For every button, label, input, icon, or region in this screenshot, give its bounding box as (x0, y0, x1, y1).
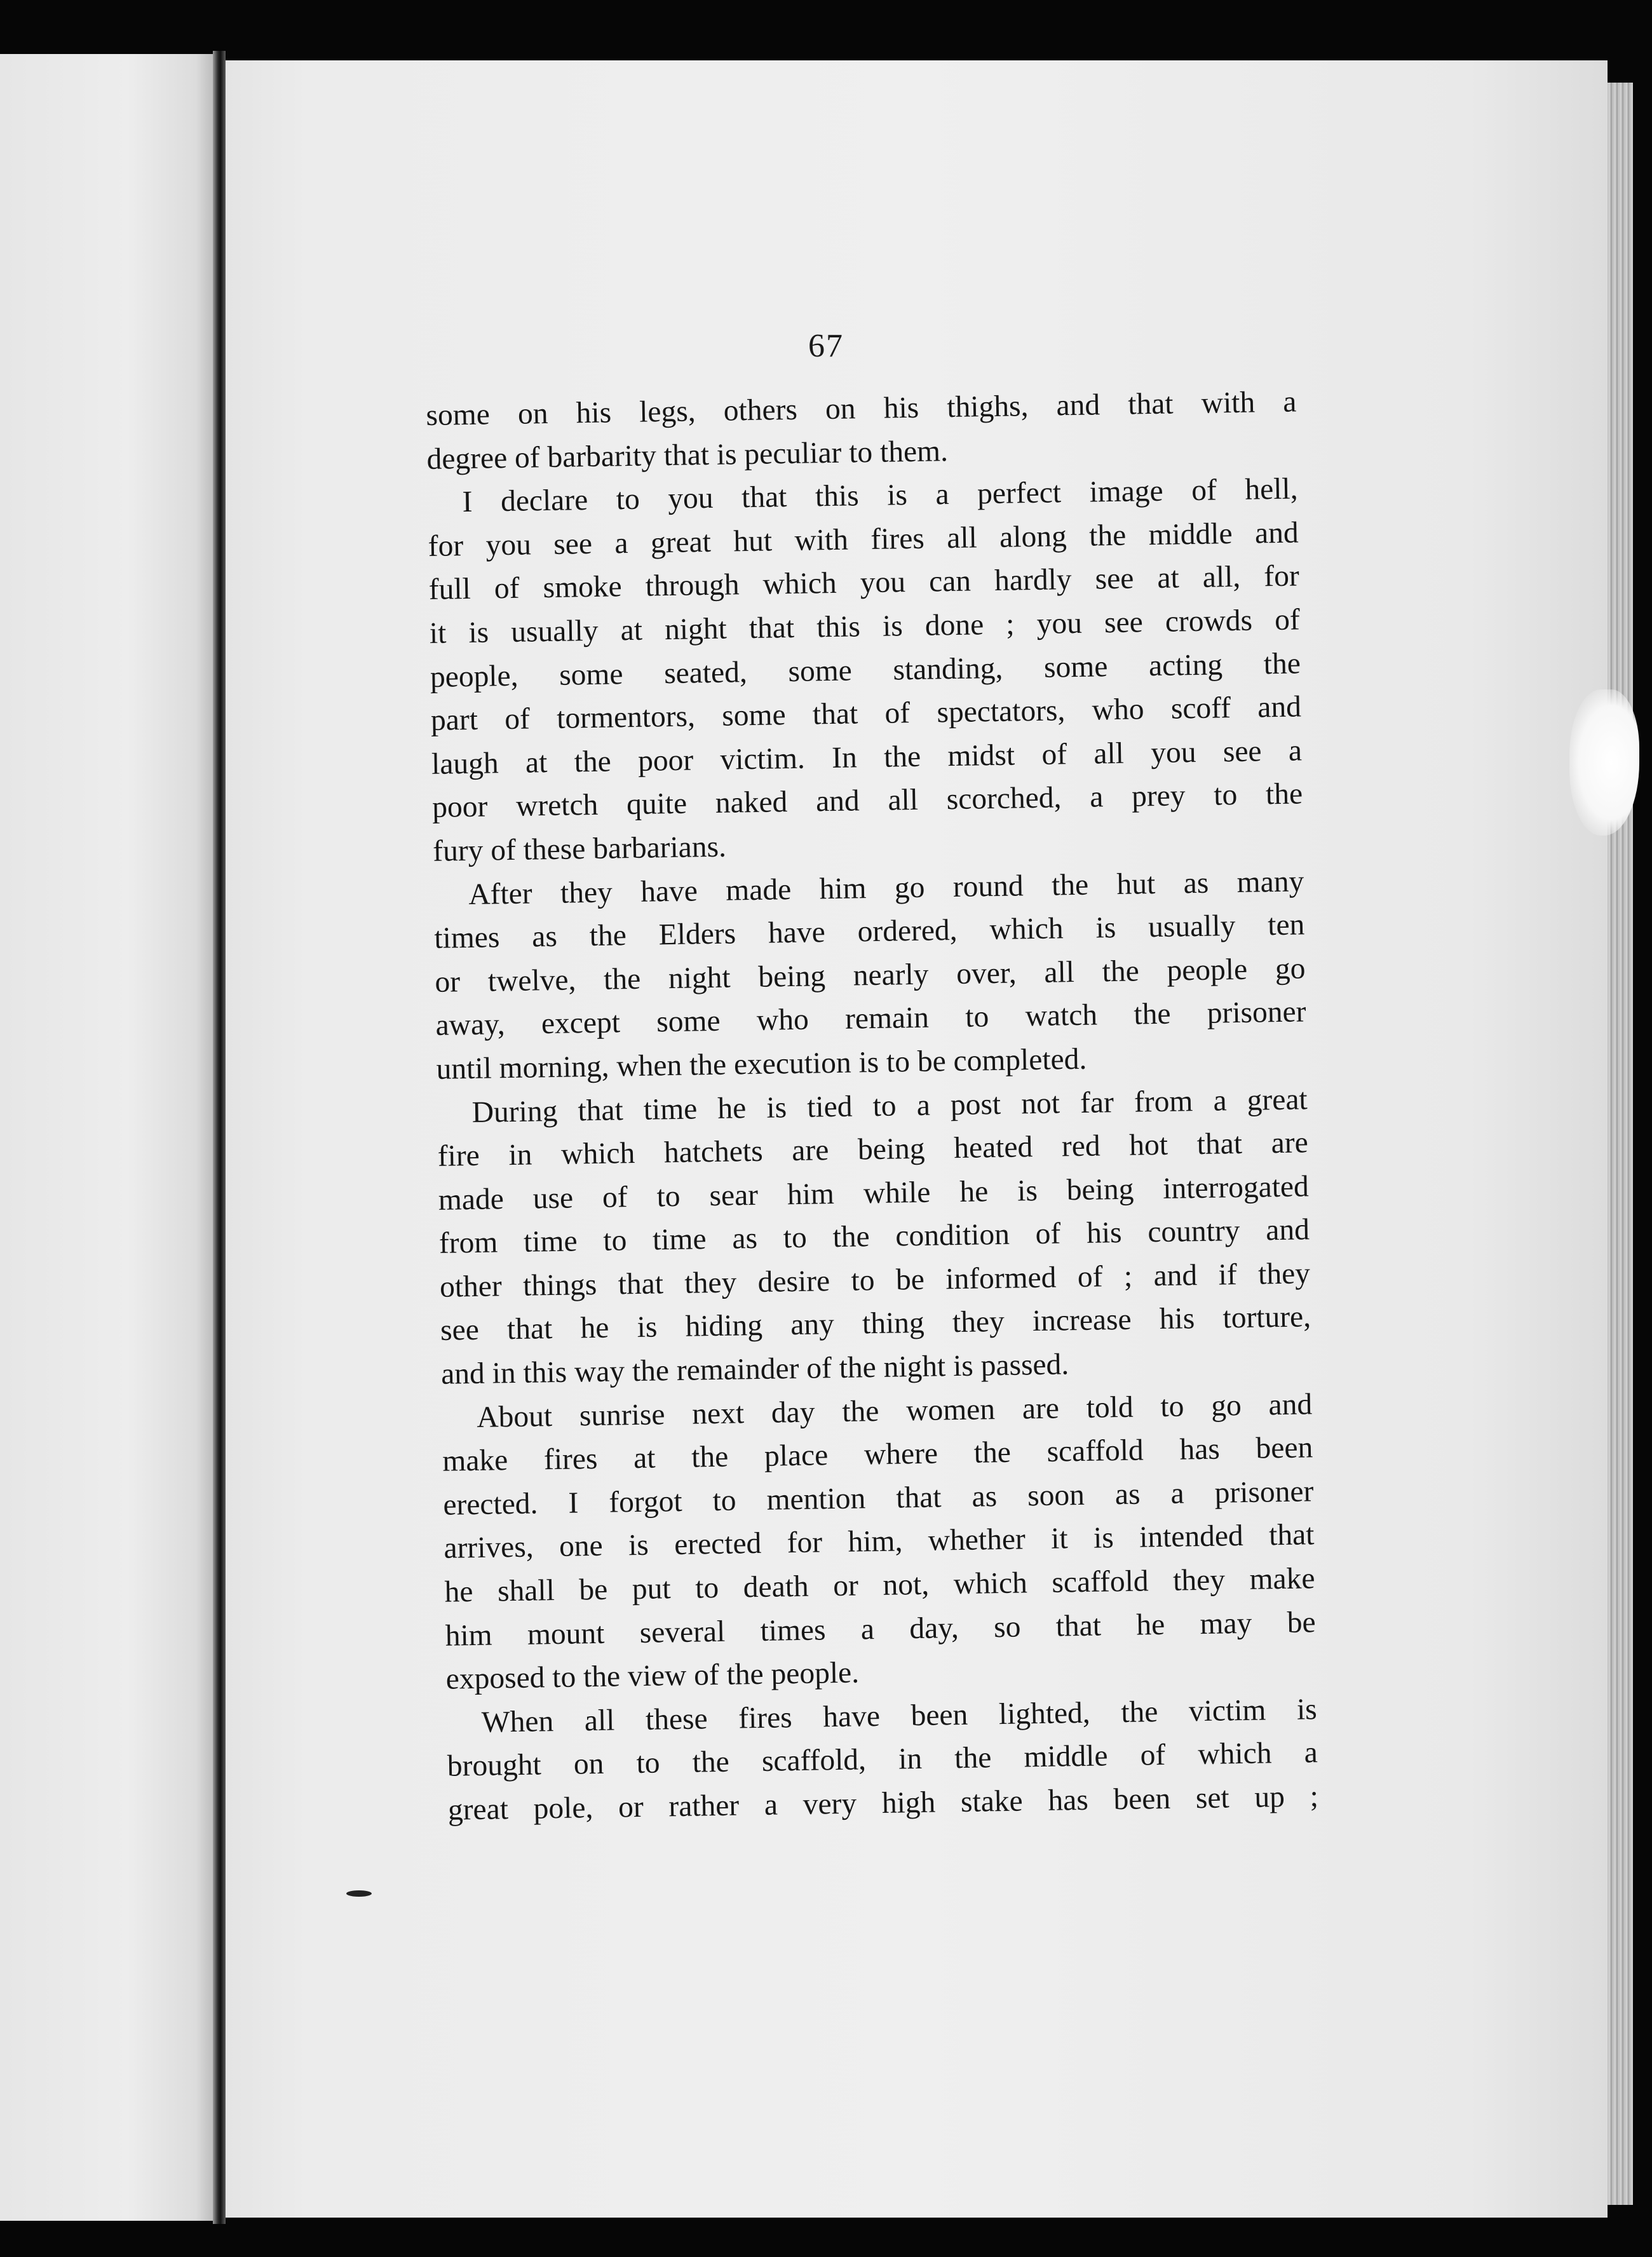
paper-damage-spot (1569, 689, 1639, 836)
text-line: or twelve, the night being nearly over, all the people go (435, 952, 1306, 999)
text-line: brought on to the scaffold, in the middle of which a (447, 1736, 1318, 1784)
text-line: see that he is hiding any thing they increase his torture, (440, 1300, 1311, 1348)
text-line: degree of barbarity that is peculiar to them. (426, 434, 949, 476)
text-line: After they have made him go round the hut as many (468, 864, 1304, 911)
text-line: fury of these barbarians. (432, 830, 727, 868)
text-line: erected. I forgot to mention that as soon as a prisoner (443, 1475, 1314, 1522)
text-line: I declare to you that this is a perfect image of hell, (462, 472, 1298, 519)
text-line: part of tormentors, some that of spectators, who scoff and (430, 690, 1302, 738)
text-line: for you see a great hut with fires all along the middle and (428, 516, 1299, 563)
text-line: About sunrise next day the women are told to go and (476, 1387, 1313, 1434)
text-line: he shall be put to death or not, which scaffold they make (444, 1562, 1315, 1609)
ink-smudge (346, 1890, 372, 1897)
facing-page-edge (0, 54, 213, 2221)
body-text (426, 380, 1318, 1832)
text-line: fire in which hatchets are being heated red hot that are (437, 1126, 1309, 1173)
text-line: times as the Elders have ordered, which is usually ten (434, 908, 1305, 956)
text-line: him mount several times a day, so that he may be (445, 1605, 1316, 1653)
text-line: exposed to the view of the people. (445, 1656, 860, 1696)
text-line: some on his legs, others on his thighs, and that with a (426, 385, 1297, 432)
text-line: poor wretch quite naked and all scorched, a prey to the (431, 777, 1303, 825)
text-line: During that time he is tied to a post not far from a great (471, 1082, 1308, 1129)
text-line: away, except some who remain to watch the prisoner (435, 995, 1306, 1043)
book-gutter (213, 51, 226, 2224)
text-line: make fires at the place where the scaffold has been (442, 1431, 1313, 1479)
text-line: full of smoke through which you can hardly see at all, for (428, 559, 1300, 607)
text-line: When all these fires have been lighted, the victim is (481, 1693, 1318, 1739)
text-line: great pole, or rather a very high stake has been set up ; (447, 1780, 1319, 1827)
text-line: arrives, one is erected for him, whether it is intended that (443, 1518, 1315, 1566)
text-line: people, some seated, some standing, some acting the (430, 646, 1301, 694)
text-line: it is usually at night that this is done ; you see crowds of (429, 603, 1301, 650)
text-line: until morning, when the execution is to be completed. (436, 1042, 1087, 1086)
page-number: 67 (808, 328, 844, 364)
page-stack-edge (1608, 83, 1633, 2205)
text-line: made use of to sear him while he is being interrogated (438, 1170, 1310, 1217)
text-line: and in this way the remainder of the night is passed. (440, 1348, 1069, 1391)
text-line: other things that they desire to be informed of ; and if they (439, 1257, 1311, 1304)
text-line: laugh at the poor victim. In the midst of all you see a (431, 734, 1303, 781)
text-line: from time to time as to the condition of his country and (438, 1213, 1310, 1261)
